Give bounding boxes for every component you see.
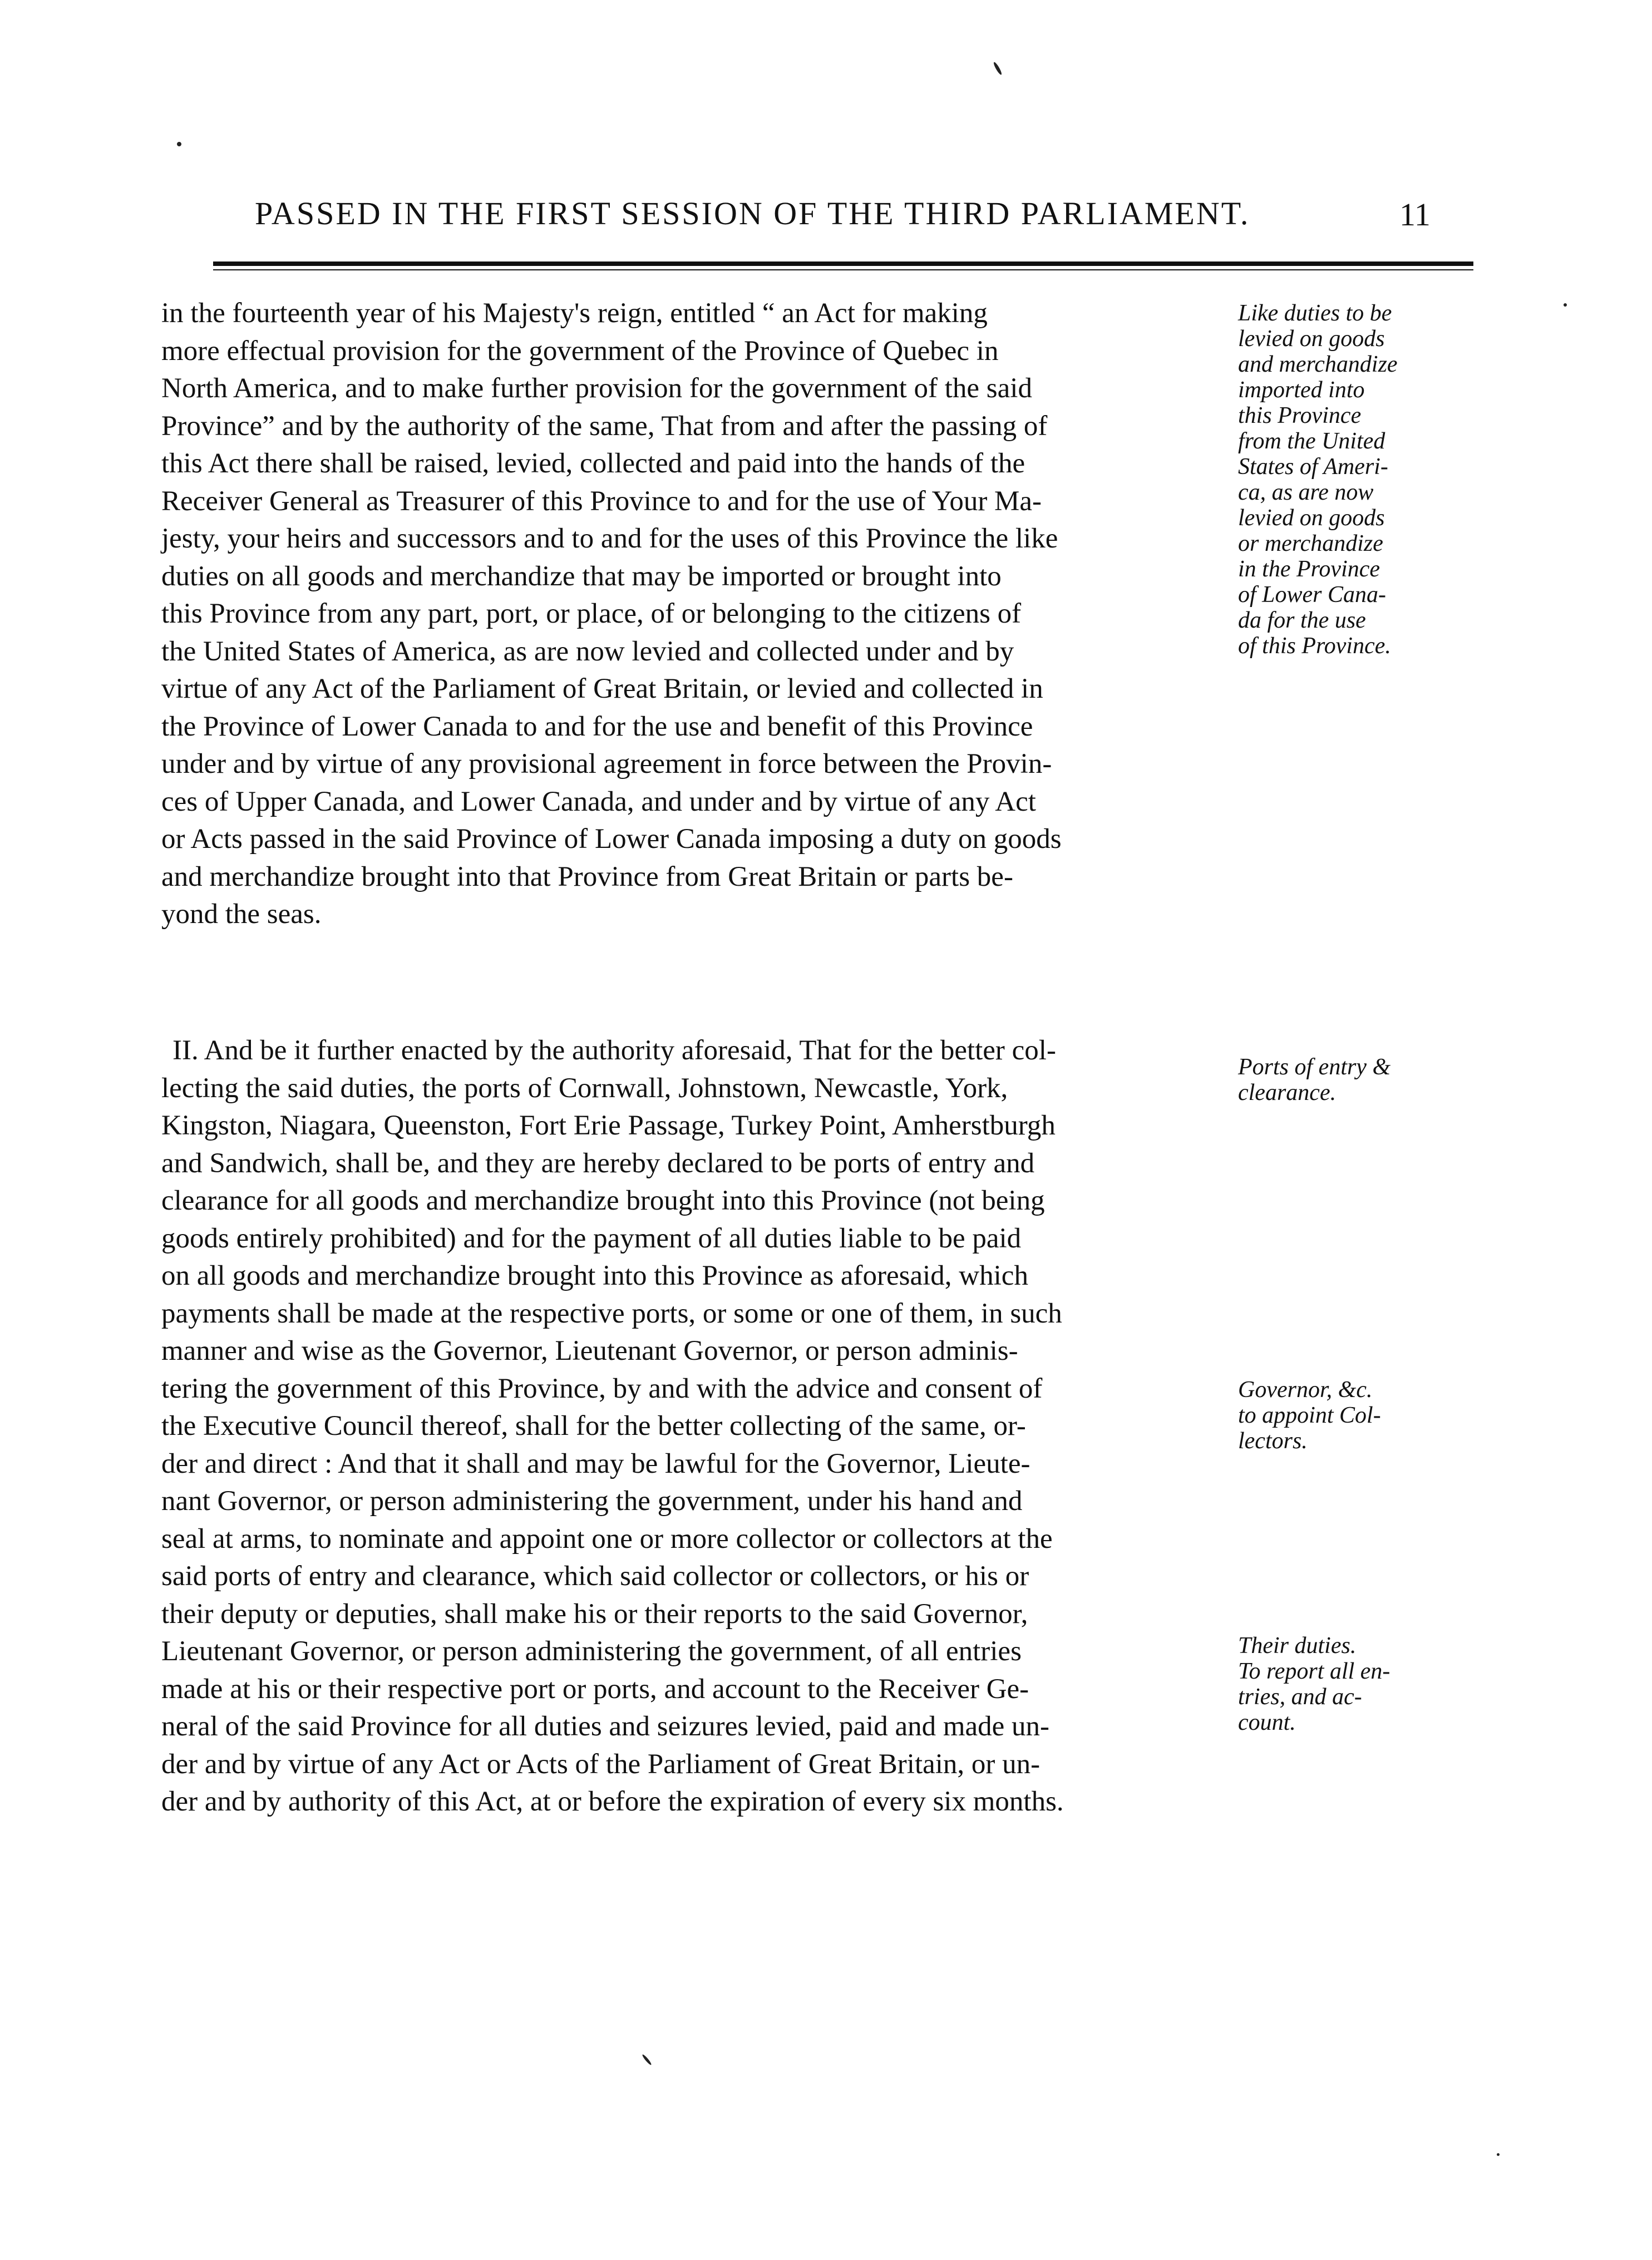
margin-note-ports-of-entry xyxy=(1238,1054,1466,1106)
text-line: II. And be it further enacted by the authority aforesaid, That for the better col- xyxy=(172,1035,1056,1066)
text-line: more effectual provision for the government of the Province of Quebec in xyxy=(161,335,999,367)
note-line: in the Province xyxy=(1238,556,1380,582)
note-line: of this Province. xyxy=(1238,633,1391,659)
page-number: 11 xyxy=(1399,196,1431,233)
text-line: neral of the said Province for all duties and seizures levied, paid and made un- xyxy=(161,1711,1050,1742)
note-line: count. xyxy=(1238,1710,1296,1735)
scan-speck xyxy=(993,61,1003,76)
note-line: and merchandize xyxy=(1238,352,1398,377)
text-line: Lieutenant Governor, or person administering the government, of all entries xyxy=(161,1636,1022,1667)
text-line: made at his or their respective port or ports, and account to the Receiver Ge- xyxy=(161,1673,1029,1705)
note-line: this Province xyxy=(1238,403,1362,428)
scan-speck xyxy=(642,2054,652,2066)
margin-note-their-duties xyxy=(1238,1633,1466,1735)
text-line: duties on all goods and merchandize that may be imported or brought into xyxy=(161,560,1002,592)
text-line: and merchandize brought into that Province from Great Britain or parts be- xyxy=(161,861,1013,892)
note-line: to appoint Col- xyxy=(1238,1403,1381,1428)
header-rule-thin xyxy=(213,269,1473,270)
body-paragraph-2 xyxy=(161,1032,1207,1821)
text-line: in the fourteenth year of his Majesty's reign, entitled “ an Act for making xyxy=(161,298,988,329)
text-line: lecting the said duties, the ports of Cornwall, Johnstown, Newcastle, York, xyxy=(161,1072,1008,1104)
text-line: this Province from any part, port, or place, of or belonging to the citizens of xyxy=(161,598,1022,629)
text-line: said ports of entry and clearance, which said collector or collectors, or his or xyxy=(161,1561,1029,1592)
note-line: ca, as are now xyxy=(1238,480,1374,505)
note-line: imported into xyxy=(1238,377,1365,403)
note-line: da for the use xyxy=(1238,608,1366,633)
text-line: Province” and by the authority of the same, That from and after the passing of xyxy=(161,410,1048,442)
text-line: Receiver General as Treasurer of this Province to and for the use of Your Ma- xyxy=(161,485,1042,517)
text-line: this Act there shall be raised, levied, collected and paid into the hands of the xyxy=(161,448,1025,479)
note-line: from the United xyxy=(1238,428,1385,454)
note-line: Like duties to be xyxy=(1238,300,1392,326)
text-line: jesty, your heirs and successors and to and for the uses of this Province the like xyxy=(161,523,1058,554)
note-line: of Lower Cana- xyxy=(1238,582,1387,608)
note-line: clearance. xyxy=(1238,1080,1337,1106)
text-line: manner and wise as the Governor, Lieutenant Governor, or person adminis- xyxy=(161,1335,1018,1366)
text-line: goods entirely prohibited) and for the payment of all duties liable to be paid xyxy=(161,1222,1022,1254)
text-line: on all goods and merchandize brought into this Province as aforesaid, which xyxy=(161,1260,1028,1291)
margin-note-like-duties xyxy=(1238,300,1466,659)
scan-speck xyxy=(177,142,181,146)
text-line: der and by virtue of any Act or Acts of the Parliament of Great Britain, or un- xyxy=(161,1748,1040,1780)
text-line: or Acts passed in the said Province of Lower Canada imposing a duty on goods xyxy=(161,823,1062,855)
text-line: their deputy or deputies, shall make his or their reports to the said Governor, xyxy=(161,1598,1028,1630)
body-paragraph-1 xyxy=(161,295,1207,934)
margin-note-appoint-collectors xyxy=(1238,1377,1466,1454)
note-line: Their duties. xyxy=(1238,1633,1357,1659)
note-line: or merchandize xyxy=(1238,531,1383,556)
note-line: Ports of entry & xyxy=(1238,1054,1391,1080)
text-line: clearance for all goods and merchandize brought into this Province (not being xyxy=(161,1185,1045,1216)
text-line: the Executive Council thereof, shall for the better collecting of the same, or- xyxy=(161,1410,1026,1442)
note-line: levied on goods xyxy=(1238,505,1385,531)
text-line: payments shall be made at the respective ports, or some or one of them, in such xyxy=(161,1297,1062,1329)
scan-speck xyxy=(1497,2153,1500,2156)
text-line: ces of Upper Canada, and Lower Canada, and under and by virtue of any Act xyxy=(161,786,1036,817)
note-line: lectors. xyxy=(1238,1428,1308,1454)
text-line: under and by virtue of any provisional agreement in force between the Provin- xyxy=(161,748,1052,779)
header-rule-thick xyxy=(213,261,1473,266)
note-line: States of Ameri- xyxy=(1238,454,1388,480)
text-line: seal at arms, to nominate and appoint one or more collector or collectors at the xyxy=(161,1523,1053,1555)
text-line: yond the seas. xyxy=(161,899,322,930)
text-line: nant Governor, or person administering the government, under his hand and xyxy=(161,1486,1023,1517)
note-line: Governor, &c. xyxy=(1238,1377,1373,1403)
text-line: der and by authority of this Act, at or before the expiration of every six months. xyxy=(161,1786,1064,1817)
scan-speck xyxy=(1564,303,1567,307)
text-line: and Sandwich, shall be, and they are hereby declared to be ports of entry and xyxy=(161,1147,1035,1179)
note-line: To report all en- xyxy=(1238,1659,1390,1684)
text-line: North America, and to make further provision for the government of the said xyxy=(161,373,1032,404)
note-line: levied on goods xyxy=(1238,326,1385,352)
text-line: der and direct : And that it shall and may be lawful for the Governor, Lieute- xyxy=(161,1448,1030,1479)
running-title: PASSED IN THE FIRST SESSION OF THE THIRD PARLIAMENT. xyxy=(255,195,1250,231)
text-line: virtue of any Act of the Parliament of Great Britain, or levied and collected in xyxy=(161,673,1043,704)
text-line: Kingston, Niagara, Queenston, Fort Erie Passage, Turkey Point, Amherstburgh xyxy=(161,1110,1056,1141)
note-line: tries, and ac- xyxy=(1238,1684,1362,1710)
text-line: the Province of Lower Canada to and for the use and benefit of this Province xyxy=(161,710,1033,742)
text-line: tering the government of this Province, by and with the advice and consent of xyxy=(161,1373,1043,1404)
text-line: the United States of America, as are now levied and collected under and by xyxy=(161,635,1014,667)
